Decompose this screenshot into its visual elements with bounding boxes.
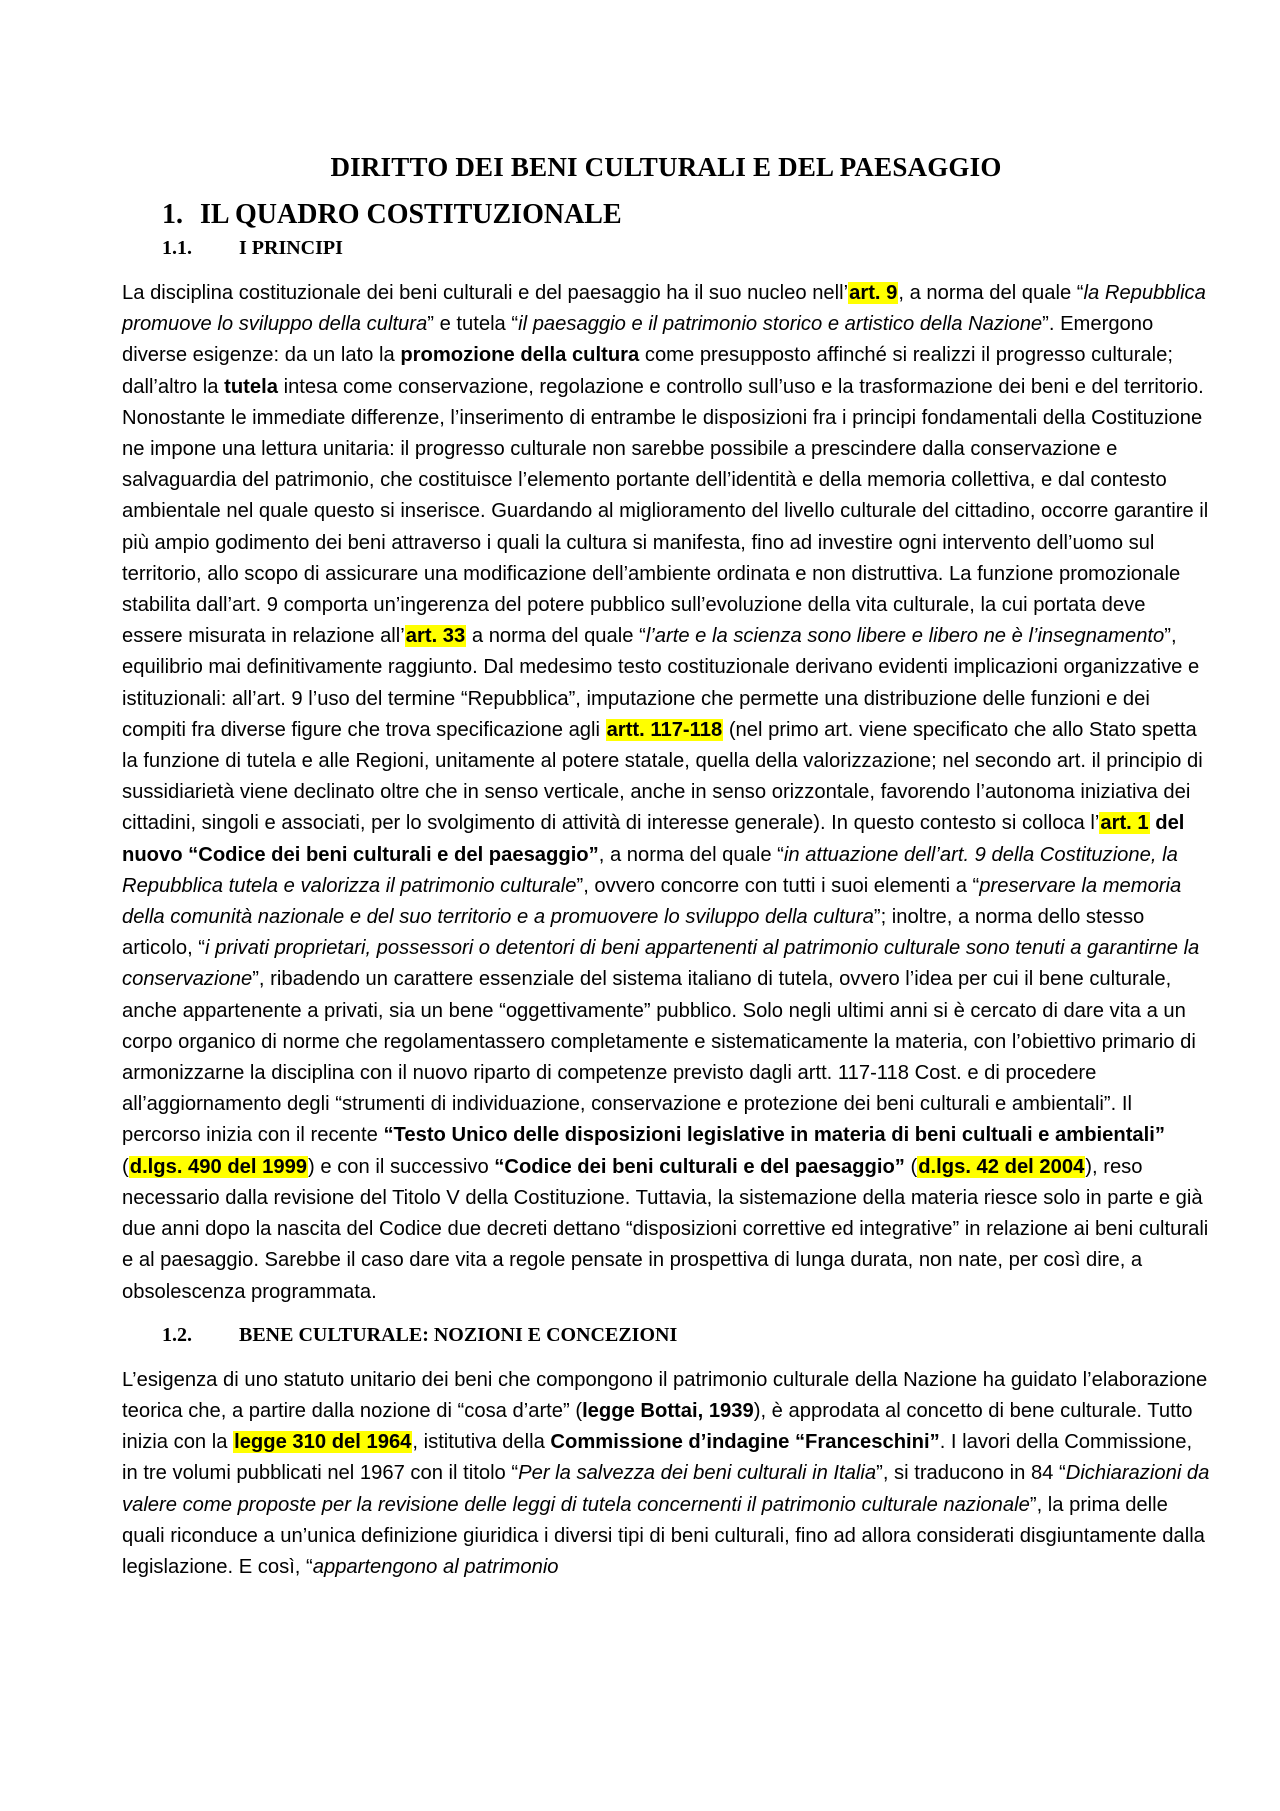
subsection-title: I PRINCIPI bbox=[239, 237, 343, 259]
highlighted-reference: artt. 117-118 bbox=[606, 718, 723, 741]
quote: il paesaggio e il patrimonio storico e artistico della Nazione bbox=[518, 313, 1043, 336]
bold-term: Commissione d’indagine “Franceschini” bbox=[550, 1431, 940, 1454]
quote: la Repubblica promuove lo sviluppo della cultura bbox=[122, 282, 1206, 336]
highlight bbox=[129, 1156, 308, 1178]
text-run: ”, si traducono in 84 “ bbox=[876, 1462, 1066, 1485]
subsection-heading bbox=[162, 237, 1210, 260]
quote: l’arte e la scienza sono libere e libero ne è l’insegnamento bbox=[645, 625, 1165, 648]
highlighted-reference: art. 33 bbox=[405, 625, 466, 648]
text-run: ( bbox=[122, 1155, 129, 1178]
subsection-title: BENE CULTURALE: NOZIONI E CONCEZIONI bbox=[239, 1323, 678, 1346]
bold-term: legge Bottai, 1939 bbox=[582, 1399, 754, 1422]
text-run: La disciplina costituzionale dei beni culturali e del paesaggio ha il suo nucleo nell’ bbox=[122, 282, 849, 304]
text-run: , a norma del quale “ bbox=[598, 843, 784, 866]
section-number: 1. bbox=[162, 199, 183, 230]
text-run: ” e tutela “ bbox=[427, 313, 519, 336]
highlight bbox=[917, 1156, 1085, 1178]
text-run: ”, ovvero concorre con tutti i suoi elementi a “ bbox=[576, 874, 980, 897]
document-title: DIRITTO DEI BENI CULTURALI E DEL PAESAGGIO bbox=[330, 152, 1002, 182]
highlight bbox=[848, 282, 898, 304]
text-run: ), è approdata al concetto di bene culturale. Tutto inizia con la bbox=[122, 1399, 1193, 1454]
text-run: (nel primo art. viene specificato che allo Stato spetta la funzione di tutela e alle Regioni, unitamente al potere statale, quella della valorizzazione; nel secondo art. il principio di sussidiarietà viene declinato oltre che in senso verticale, anche in senso orizzontale, favorendo l’autonoma iniziativa dei cittadini, singoli e associati, per lo svolgimento di attività di interesse generale). In questo contesto si colloca l’ bbox=[122, 718, 1203, 835]
quote: appartengono al patrimonio bbox=[312, 1555, 559, 1578]
text-run: ”. Emergono diverse esigenze: da un lato la bbox=[122, 313, 1154, 367]
text-run: a norma del quale “ bbox=[466, 625, 646, 648]
text-run: ( bbox=[904, 1155, 918, 1178]
bold-term: “Testo Unico delle disposizioni legislative in materia di beni cultuali e ambientali” bbox=[383, 1124, 1165, 1147]
section-heading bbox=[162, 199, 1210, 231]
text-run: ”, equilibrio mai definitivamente raggiunto. Dal medesimo testo costituzionale derivano evidenti implicazioni organizzative e istituzionali: all’art. 9 l’uso del termine “Repubblica”, imputazione che permette una distribuzione delle funzioni e dei compiti fra diverse figure che trova specificazione agli bbox=[122, 625, 1200, 741]
highlight bbox=[233, 1431, 412, 1453]
highlighted-reference: art. 1 bbox=[1100, 812, 1149, 835]
text-run: ”, ribadendo un carattere essenziale del sistema italiano di tutela, ovvero l’idea per cui il bene culturale, anche appartenente a privati, sia un bene “oggettivamente” pubblico. Solo negli ultimi anni si è cercato di dare vita a un corpo organico di norme che regolamentassero completamente e sistematicamente la materia, con l’obiettivo primario di armonizzarne la disciplina con il nuovo riparto di competenze previsto dagli artt. 117-118 Cost. e di procedere all’aggiornamento degli “strumenti di individuazione, conservazione e protezione dei beni culturali e ambientali”. Il percorso inizia con il recente bbox=[122, 968, 1196, 1147]
paragraph bbox=[122, 1365, 1210, 1583]
text-run: ”; inoltre, a norma dello stesso articolo, “ bbox=[122, 906, 1145, 960]
highlight bbox=[606, 719, 724, 741]
highlighted-reference: art. 9 bbox=[849, 282, 898, 304]
quote: Per la salvezza dei beni culturali in Italia bbox=[518, 1462, 877, 1485]
paragraph bbox=[122, 278, 1210, 1308]
highlight bbox=[405, 625, 466, 647]
text-run: come presupposto affinché si realizzi il progresso culturale; dall’altro la bbox=[122, 344, 1173, 398]
highlighted-reference: legge 310 del 1964 bbox=[234, 1431, 412, 1454]
section-title: IL QUADRO COSTITUZIONALE bbox=[200, 199, 622, 230]
text-run: , a norma del quale “ bbox=[898, 282, 1084, 304]
highlighted-reference: d.lgs. 42 del 2004 bbox=[918, 1155, 1085, 1178]
bold-term: promozione della cultura bbox=[400, 344, 640, 367]
quote: i privati proprietari, possessori o detentori di beni appartenenti al patrimonio culturale sono tenuti a garantirne la conservazione bbox=[122, 937, 1200, 991]
quote: Dichiarazioni da valere come proposte per la revisione delle leggi di tutela concernenti il patrimonio culturale nazionale bbox=[122, 1462, 1210, 1516]
highlighted-reference: d.lgs. 490 del 1999 bbox=[129, 1155, 308, 1178]
text-run: , istitutiva della bbox=[412, 1431, 551, 1454]
document-content bbox=[122, 148, 1210, 1583]
text-run: . I lavori della Commissione, in tre volumi pubblicati nel 1967 con il titolo “ bbox=[122, 1431, 1193, 1485]
text-run: ”, la prima delle quali riconduce a un’unica definizione giuridica i diversi tipi di beni culturali, fino ad allora considerati disgiuntamente dalla legislazione. E così, “ bbox=[122, 1493, 1205, 1578]
bold-term: “Codice dei beni culturali e del paesaggio” bbox=[494, 1155, 905, 1178]
text-run: L’esigenza di uno statuto unitario dei beni che compongono il patrimonio culturale della Nazione ha guidato l’elaborazione teorica che, a partire dalla nozione di “cosa d’arte” ( bbox=[122, 1368, 1208, 1422]
text-run: intesa come conservazione, regolazione e controllo sull’uso e la trasformazione dei beni e del territorio. Nonostante le immediate differenze, l’inserimento di entrambe le disposizioni fra i principi fondamentali della Costituzione ne impone una lettura unitaria: il progresso culturale non sarebbe possibile a prescindere dalla conservazione e salvaguardia del patrimonio, che costituisce l’elemento portante dell’identità e della memoria collettiva, e dal contesto ambientale nel quale questo si inserisce. Guardando al miglioramento del livello culturale del cittadino, occorre garantire il più ampio godimento dei beni attraverso i quali la cultura si manifesta, fino ad investire ogni intervento dell’uomo sul territorio, allo scopo di assicurare una modificazione dell’ambiente ordinata e non distruttiva. La funzione promozionale stabilita dall’art. 9 comporta un’ingerenza del potere pubblico sull’evoluzione della vita culturale, la cui portata deve essere misurata in relazione all’ bbox=[122, 375, 1209, 648]
subsection-number: 1.1. bbox=[162, 237, 192, 259]
subsection-heading bbox=[162, 1324, 1210, 1347]
quote: in attuazione dell’art. 9 della Costituzione, la Repubblica tutela e valorizza il patrimonio culturale bbox=[122, 843, 1178, 897]
bold-term: tutela bbox=[224, 375, 278, 398]
text-run: ) e con il successivo bbox=[308, 1155, 495, 1178]
bold-term: del nuovo “Codice dei beni culturali e del paesaggio” bbox=[122, 812, 1185, 866]
subsection-number: 1.2. bbox=[162, 1323, 192, 1346]
highlight bbox=[1099, 812, 1149, 834]
quote: preservare la memoria della comunità nazionale e del suo territorio e a promuovere lo sviluppo della cultura bbox=[122, 874, 1182, 929]
text-run: ), reso necessario dalla revisione del Titolo V della Costituzione. Tuttavia, la sistemazione della materia riesce solo in parte e già due anni dopo la nascita del Codice due decreti dettano “disposizioni correttive ed integrative” in relazione ai beni culturali e al paesaggio. Sarebbe il caso dare vita a regole pensate in prospettiva di lunga durata, non nate, per così dire, a obsolescenza programmata. bbox=[122, 1155, 1209, 1303]
